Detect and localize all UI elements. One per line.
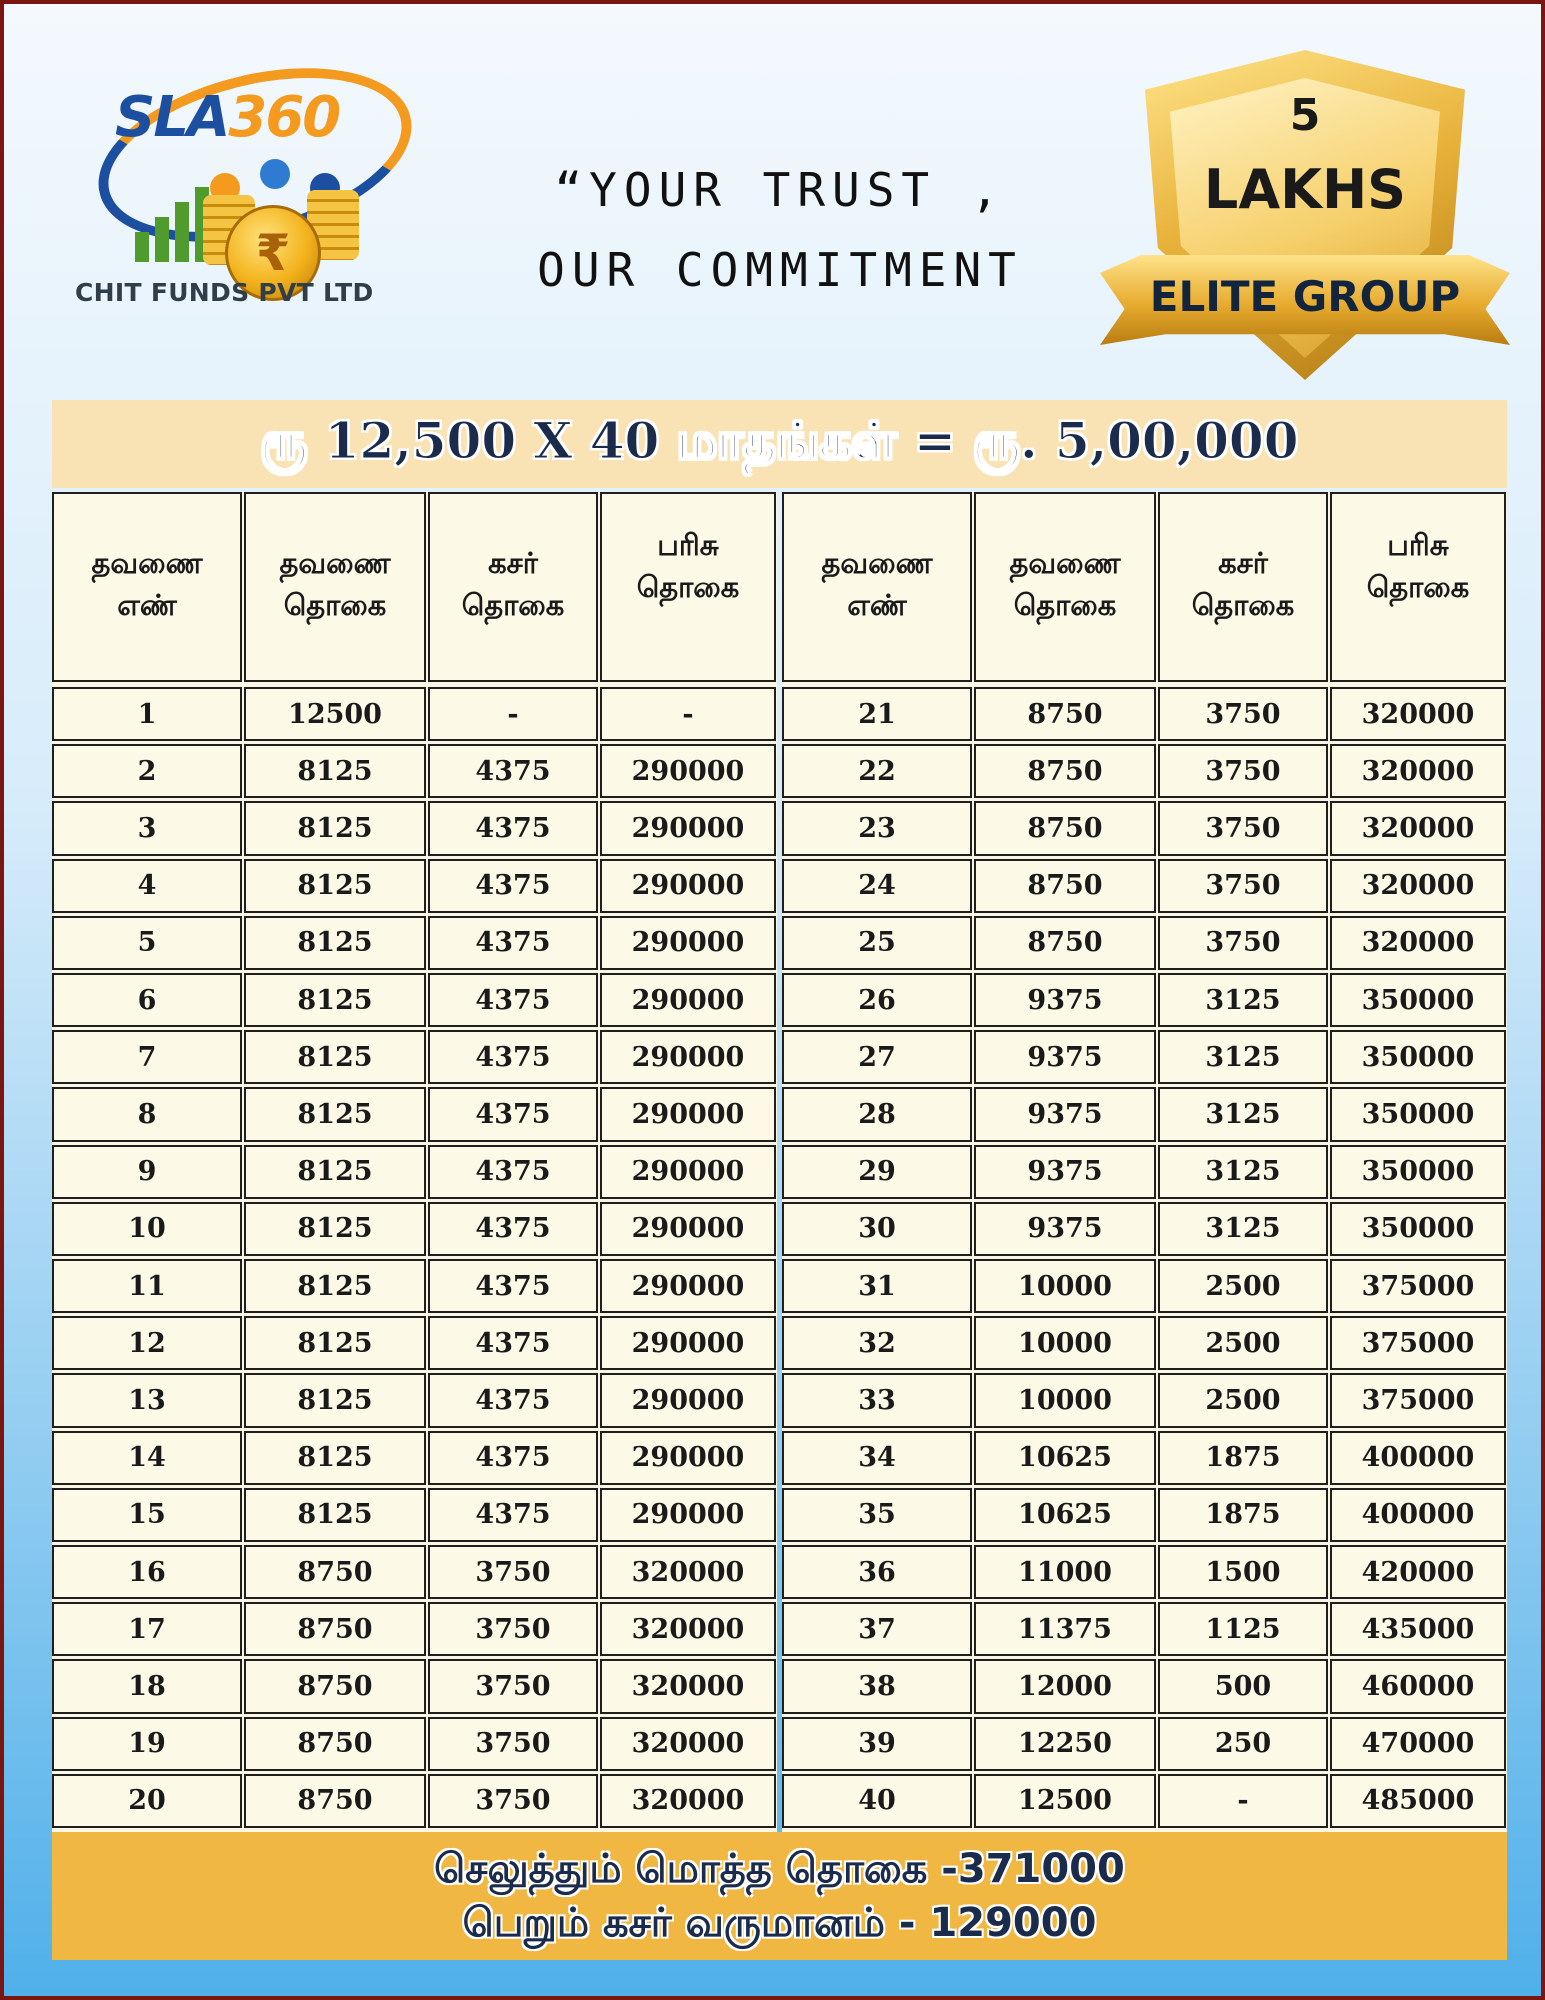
cell-prize-amount: 290000 bbox=[600, 1202, 776, 1256]
cell-prize-amount: 320000 bbox=[1330, 801, 1506, 855]
cell-dividend-amount: 2500 bbox=[1158, 1259, 1328, 1313]
cell-prize-amount: 320000 bbox=[1330, 687, 1506, 741]
cell-installment-amount: 8750 bbox=[974, 801, 1156, 855]
cell-installment-amount: 9375 bbox=[974, 1087, 1156, 1141]
cell-installment-amount: 12000 bbox=[974, 1659, 1156, 1713]
cell-installment-amount: 8125 bbox=[244, 973, 426, 1027]
cell-installment-number: 8 bbox=[52, 1087, 242, 1141]
cell-installment-amount: 8125 bbox=[244, 1488, 426, 1542]
cell-dividend-amount: 3750 bbox=[1158, 687, 1328, 741]
cell-installment-number: 21 bbox=[782, 687, 972, 741]
cell-prize-amount: 435000 bbox=[1330, 1602, 1506, 1656]
header-dividend-amount bbox=[428, 492, 598, 682]
cell-installment-number: 38 bbox=[782, 1659, 972, 1713]
cell-dividend-amount: 3750 bbox=[428, 1659, 598, 1713]
header-label bbox=[637, 524, 740, 608]
cell-prize-amount: 320000 bbox=[600, 1545, 776, 1599]
cell-dividend-amount: 1875 bbox=[1158, 1488, 1328, 1542]
cell-installment-amount: 8750 bbox=[244, 1545, 426, 1599]
badge-amount: 5 bbox=[1289, 90, 1321, 141]
cell-installment-amount: 8750 bbox=[244, 1659, 426, 1713]
cell-installment-number: 20 bbox=[52, 1774, 242, 1828]
header-label-line: எண் bbox=[847, 588, 907, 622]
cell-installment-number: 18 bbox=[52, 1659, 242, 1713]
cell-dividend-amount: 2500 bbox=[1158, 1373, 1328, 1427]
cell-dividend-amount: 3750 bbox=[428, 1717, 598, 1771]
badge-unit: LAKHS bbox=[1203, 158, 1407, 221]
cell-dividend-amount: 3750 bbox=[428, 1545, 598, 1599]
cell-dividend-amount: 4375 bbox=[428, 1030, 598, 1084]
cell-dividend-amount: 4375 bbox=[428, 801, 598, 855]
cell-prize-amount: - bbox=[600, 687, 776, 741]
header-label-line: பரிசு bbox=[1387, 528, 1449, 562]
cell-installment-number: 3 bbox=[52, 801, 242, 855]
cell-installment-amount: 12500 bbox=[974, 1774, 1156, 1828]
cell-prize-amount: 420000 bbox=[1330, 1545, 1506, 1599]
cell-installment-number: 40 bbox=[782, 1774, 972, 1828]
header-label-line: தொகை bbox=[1366, 570, 1470, 604]
cell-prize-amount: 290000 bbox=[600, 801, 776, 855]
cell-installment-amount: 9375 bbox=[974, 1202, 1156, 1256]
cell-dividend-amount: 3750 bbox=[1158, 916, 1328, 970]
cell-installment-number: 5 bbox=[52, 916, 242, 970]
rupee-symbol: ₹ bbox=[255, 224, 291, 282]
cell-prize-amount: 320000 bbox=[1330, 916, 1506, 970]
header-label bbox=[822, 542, 933, 626]
cell-prize-amount: 290000 bbox=[600, 1030, 776, 1084]
cell-installment-amount: 12500 bbox=[244, 687, 426, 741]
cell-dividend-amount: - bbox=[428, 687, 598, 741]
cell-prize-amount: 290000 bbox=[600, 1087, 776, 1141]
header-installment-amount bbox=[974, 492, 1156, 682]
cell-installment-amount: 8125 bbox=[244, 1202, 426, 1256]
cell-installment-amount: 8750 bbox=[974, 687, 1156, 741]
cell-dividend-amount: 4375 bbox=[428, 1259, 598, 1313]
cell-dividend-amount: 3125 bbox=[1158, 1202, 1328, 1256]
header-label-line: தவணை bbox=[821, 546, 933, 580]
header-label-line: தவணை bbox=[1009, 546, 1121, 580]
header-installment-number bbox=[782, 492, 972, 682]
cell-prize-amount: 290000 bbox=[600, 1145, 776, 1199]
cell-dividend-amount: 3125 bbox=[1158, 973, 1328, 1027]
cell-installment-number: 29 bbox=[782, 1145, 972, 1199]
cell-installment-amount: 11375 bbox=[974, 1602, 1156, 1656]
cell-installment-amount: 8125 bbox=[244, 801, 426, 855]
header-label-line: தவணை bbox=[279, 546, 391, 580]
cell-installment-amount: 8125 bbox=[244, 1259, 426, 1313]
cell-installment-number: 6 bbox=[52, 973, 242, 1027]
header-label-line: தவணை bbox=[91, 546, 203, 580]
cell-prize-amount: 290000 bbox=[600, 916, 776, 970]
cell-installment-amount: 9375 bbox=[974, 1145, 1156, 1199]
dividend-income-text: பெறும் கசர் வருமானம் - 129000 bbox=[462, 1900, 1097, 1946]
header-installment-number bbox=[52, 492, 242, 682]
cell-installment-number: 10 bbox=[52, 1202, 242, 1256]
cell-prize-amount: 290000 bbox=[600, 859, 776, 913]
cell-installment-number: 39 bbox=[782, 1717, 972, 1771]
cell-dividend-amount: 250 bbox=[1158, 1717, 1328, 1771]
cell-prize-amount: 400000 bbox=[1330, 1431, 1506, 1485]
cell-installment-number: 27 bbox=[782, 1030, 972, 1084]
header-dividend-amount bbox=[1158, 492, 1328, 682]
cell-installment-amount: 10625 bbox=[974, 1488, 1156, 1542]
cell-prize-amount: 290000 bbox=[600, 744, 776, 798]
cell-installment-number: 4 bbox=[52, 859, 242, 913]
cell-installment-amount: 8125 bbox=[244, 1030, 426, 1084]
header-label-line: தொகை bbox=[636, 570, 740, 604]
cell-dividend-amount: 3125 bbox=[1158, 1145, 1328, 1199]
header-label bbox=[1367, 524, 1470, 608]
cell-installment-number: 17 bbox=[52, 1602, 242, 1656]
cell-dividend-amount: 3750 bbox=[1158, 744, 1328, 798]
installment-table-right bbox=[782, 492, 1507, 1832]
summary-footer bbox=[52, 1832, 1507, 1960]
cell-installment-number: 32 bbox=[782, 1316, 972, 1370]
cell-prize-amount: 290000 bbox=[600, 1259, 776, 1313]
cell-prize-amount: 320000 bbox=[1330, 859, 1506, 913]
header-prize-amount bbox=[1330, 492, 1506, 682]
cell-dividend-amount: 1500 bbox=[1158, 1545, 1328, 1599]
cell-installment-amount: 8750 bbox=[974, 744, 1156, 798]
cell-installment-amount: 10000 bbox=[974, 1259, 1156, 1313]
cell-installment-amount: 9375 bbox=[974, 973, 1156, 1027]
cell-prize-amount: 375000 bbox=[1330, 1373, 1506, 1427]
cell-installment-number: 25 bbox=[782, 916, 972, 970]
cell-installment-amount: 8750 bbox=[974, 916, 1156, 970]
cell-dividend-amount: 3125 bbox=[1158, 1030, 1328, 1084]
cell-dividend-amount: 4375 bbox=[428, 916, 598, 970]
elite-group-badge bbox=[1100, 40, 1510, 380]
header-label-line: கசர் bbox=[1218, 546, 1268, 580]
cell-prize-amount: 470000 bbox=[1330, 1717, 1506, 1771]
header-label bbox=[462, 542, 565, 626]
cell-prize-amount: 375000 bbox=[1330, 1259, 1506, 1313]
cell-dividend-amount: 4375 bbox=[428, 1145, 598, 1199]
cell-dividend-amount: 3750 bbox=[428, 1602, 598, 1656]
cell-prize-amount: 350000 bbox=[1330, 1202, 1506, 1256]
cell-prize-amount: 350000 bbox=[1330, 1030, 1506, 1084]
cell-prize-amount: 320000 bbox=[1330, 744, 1506, 798]
cell-prize-amount: 320000 bbox=[600, 1602, 776, 1656]
tagline-line-2: OUR COMMITMENT bbox=[537, 243, 1023, 297]
cell-installment-amount: 8125 bbox=[244, 1431, 426, 1485]
cell-installment-amount: 8125 bbox=[244, 916, 426, 970]
header-label-line: தொகை bbox=[283, 588, 387, 622]
cell-installment-number: 33 bbox=[782, 1373, 972, 1427]
cell-prize-amount: 320000 bbox=[600, 1659, 776, 1713]
header-label bbox=[1010, 542, 1121, 626]
header-label-line: தொகை bbox=[1013, 588, 1117, 622]
cell-dividend-amount: 3750 bbox=[428, 1774, 598, 1828]
cell-prize-amount: 350000 bbox=[1330, 1087, 1506, 1141]
cell-installment-number: 2 bbox=[52, 744, 242, 798]
cell-installment-amount: 9375 bbox=[974, 1030, 1156, 1084]
cell-dividend-amount: 1125 bbox=[1158, 1602, 1328, 1656]
cell-prize-amount: 320000 bbox=[600, 1717, 776, 1771]
cell-dividend-amount: 4375 bbox=[428, 1316, 598, 1370]
cell-installment-number: 35 bbox=[782, 1488, 972, 1542]
cell-dividend-amount: 4375 bbox=[428, 859, 598, 913]
cell-installment-amount: 8750 bbox=[974, 859, 1156, 913]
cell-dividend-amount: 4375 bbox=[428, 1488, 598, 1542]
total-payment-text: செலுத்தும் மொத்த தொகை -371000 bbox=[434, 1846, 1125, 1892]
cell-installment-number: 15 bbox=[52, 1488, 242, 1542]
company-caption: CHIT FUNDS PVT LTD bbox=[75, 278, 374, 307]
header-installment-amount bbox=[244, 492, 426, 682]
cell-dividend-amount: 4375 bbox=[428, 1431, 598, 1485]
cell-dividend-amount: 3750 bbox=[1158, 801, 1328, 855]
cell-installment-amount: 8750 bbox=[244, 1774, 426, 1828]
company-logo bbox=[75, 55, 425, 310]
header-label-line: எண் bbox=[117, 588, 177, 622]
cell-installment-amount: 8125 bbox=[244, 1373, 426, 1427]
cell-prize-amount: 350000 bbox=[1330, 973, 1506, 1027]
cell-prize-amount: 290000 bbox=[600, 1373, 776, 1427]
cell-installment-number: 19 bbox=[52, 1717, 242, 1771]
header-label-line: பரிசு bbox=[657, 528, 719, 562]
cell-installment-amount: 12250 bbox=[974, 1717, 1156, 1771]
cell-prize-amount: 290000 bbox=[600, 1488, 776, 1542]
cell-installment-amount: 8125 bbox=[244, 744, 426, 798]
header-label-line: கசர் bbox=[488, 546, 538, 580]
cell-installment-number: 11 bbox=[52, 1259, 242, 1313]
cell-installment-number: 14 bbox=[52, 1431, 242, 1485]
cell-installment-number: 28 bbox=[782, 1087, 972, 1141]
tagline bbox=[520, 150, 1040, 310]
scheme-title-bar bbox=[52, 400, 1507, 488]
cell-installment-amount: 10000 bbox=[974, 1373, 1156, 1427]
header-label bbox=[92, 542, 203, 626]
cell-dividend-amount: 3750 bbox=[1158, 859, 1328, 913]
logo-brand-suffix: 360 bbox=[228, 85, 340, 150]
cell-prize-amount: 400000 bbox=[1330, 1488, 1506, 1542]
logo-brand-prefix: SLA bbox=[115, 85, 229, 150]
cell-dividend-amount: 4375 bbox=[428, 973, 598, 1027]
cell-installment-number: 30 bbox=[782, 1202, 972, 1256]
cell-prize-amount: 320000 bbox=[600, 1774, 776, 1828]
cell-installment-number: 36 bbox=[782, 1545, 972, 1599]
cell-installment-number: 37 bbox=[782, 1602, 972, 1656]
cell-installment-number: 16 bbox=[52, 1545, 242, 1599]
cell-installment-amount: 8125 bbox=[244, 1087, 426, 1141]
cell-dividend-amount: 500 bbox=[1158, 1659, 1328, 1713]
cell-installment-number: 13 bbox=[52, 1373, 242, 1427]
cell-dividend-amount: 2500 bbox=[1158, 1316, 1328, 1370]
cell-installment-number: 7 bbox=[52, 1030, 242, 1084]
header-label-line: தொகை bbox=[1191, 588, 1295, 622]
cell-installment-amount: 8750 bbox=[244, 1717, 426, 1771]
cell-installment-amount: 8750 bbox=[244, 1602, 426, 1656]
cell-installment-amount: 8125 bbox=[244, 859, 426, 913]
cell-dividend-amount: 4375 bbox=[428, 744, 598, 798]
cell-prize-amount: 350000 bbox=[1330, 1145, 1506, 1199]
cell-prize-amount: 290000 bbox=[600, 973, 776, 1027]
cell-prize-amount: 375000 bbox=[1330, 1316, 1506, 1370]
cell-installment-amount: 11000 bbox=[974, 1545, 1156, 1599]
installment-table-left bbox=[52, 492, 777, 1832]
logo-wordmark bbox=[115, 85, 339, 150]
header-prize-amount bbox=[600, 492, 776, 682]
cell-installment-number: 26 bbox=[782, 973, 972, 1027]
cell-prize-amount: 485000 bbox=[1330, 1774, 1506, 1828]
cell-installment-number: 22 bbox=[782, 744, 972, 798]
cell-dividend-amount: 3125 bbox=[1158, 1087, 1328, 1141]
cell-installment-number: 24 bbox=[782, 859, 972, 913]
cell-installment-number: 1 bbox=[52, 687, 242, 741]
cell-installment-amount: 10000 bbox=[974, 1316, 1156, 1370]
header-label bbox=[1192, 542, 1295, 626]
cell-installment-amount: 8125 bbox=[244, 1316, 426, 1370]
cell-installment-amount: 8125 bbox=[244, 1145, 426, 1199]
header-label bbox=[280, 542, 391, 626]
cell-installment-number: 12 bbox=[52, 1316, 242, 1370]
cell-installment-number: 9 bbox=[52, 1145, 242, 1199]
cell-installment-amount: 10625 bbox=[974, 1431, 1156, 1485]
badge-label: ELITE GROUP bbox=[1149, 272, 1461, 321]
cell-installment-number: 31 bbox=[782, 1259, 972, 1313]
cell-prize-amount: 290000 bbox=[600, 1431, 776, 1485]
scheme-title: ரூ 12,500 X 40 மாதங்கள் = ரூ. 5,00,000 bbox=[260, 411, 1299, 470]
cell-prize-amount: 290000 bbox=[600, 1316, 776, 1370]
cell-installment-number: 23 bbox=[782, 801, 972, 855]
cell-dividend-amount: 4375 bbox=[428, 1087, 598, 1141]
tagline-line-1: “YOUR TRUST , bbox=[554, 163, 1006, 217]
cell-installment-number: 34 bbox=[782, 1431, 972, 1485]
cell-dividend-amount: 4375 bbox=[428, 1373, 598, 1427]
cell-prize-amount: 460000 bbox=[1330, 1659, 1506, 1713]
cell-dividend-amount: 1875 bbox=[1158, 1431, 1328, 1485]
header-label-line: தொகை bbox=[461, 588, 565, 622]
cell-dividend-amount: - bbox=[1158, 1774, 1328, 1828]
cell-dividend-amount: 4375 bbox=[428, 1202, 598, 1256]
